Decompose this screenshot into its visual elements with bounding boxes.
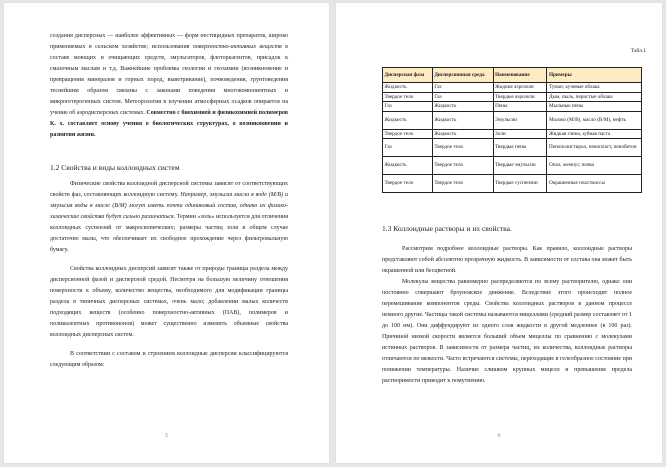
table-cell: Твердое тело: [432, 175, 493, 193]
table-cell: Пенополистирол, пенопласт, пенобетон: [547, 139, 642, 157]
table-cell: Твердое тело: [383, 175, 433, 193]
page-number: 5: [165, 433, 168, 439]
table-row: [383, 83, 642, 93]
paragraph-text: Физические свойства коллоидной дисперсной системы зависят от соответствующих свойств фаз, составляющих коллоидную систему.: [50, 181, 288, 198]
table-cell: Жидкость: [432, 102, 493, 112]
table-cell: Твердые аэрозоли: [493, 92, 547, 102]
paragraph-text: в составе моющих и очищающих средств, эмульгаторов, флотореагентов, присадок к смазочным маслам и т.д. Важнейшие проблемы геологии и геохимии (возникновение и превращения минералов и горных пород, выветривание), почвоведения, грунтоведения теснейшим образом связаны с законами поведения многокомпонентных и микрогетерогенных систем. Метеорология в изучении атмосферных осадков опирается на учение об аэродисперсных системах.: [50, 44, 288, 116]
table-cell: Пены: [493, 102, 547, 112]
table-cell: Твердые эмульсии: [493, 157, 547, 175]
table-cell: Жидкость: [383, 83, 433, 93]
table-cell: Жидкость: [432, 129, 493, 139]
colloid-classification-table: [382, 67, 642, 193]
table-cell: Газ: [383, 139, 433, 157]
table-cell: Мыльные пены: [547, 102, 642, 112]
paragraph-italic-text: Например, эмульсия масла в воде (М/В) и эмульсия воды в масле (В/М) могут иметь почти одинаковый состав, однако их физико-химические свойства будут сильно различаться.: [50, 192, 288, 220]
table-header-row: [383, 68, 642, 83]
table-cell: Жидкость: [383, 157, 433, 175]
page-number: 6: [497, 433, 501, 439]
paragraph-interface-properties: Свойства коллоидных дисперсий зависят также от природы границы раздела между дисперсионной фазой и дисперсной средой. Несмотря на большую величину отношения поверхности к объему, количество вещества, необходимого для модификации границы раздела в типичных дисперсных системах, очень мало; добавлении малых количеств подходящих веществ (особенно поверхностно-активных (ПАВ), полимеров и поливалентных противоионов) может существенно изменить объемные свойства коллоидных дисперсных систем.: [50, 266, 288, 338]
table-cell: Туман, кучевые облака: [547, 83, 642, 93]
table-cell: Твердые пены: [493, 139, 547, 157]
table-row: [383, 92, 642, 102]
header-dispersion-medium: Дисперсионная среда: [432, 68, 493, 83]
table-cell: Твердое тело: [383, 92, 433, 102]
paragraph-italic-text: поверхностно-активных веществ: [192, 44, 282, 50]
paragraph-classification-intro: В соответствии с составом и строением коллоидные дисперсии классифицируются следующим образом:: [50, 351, 288, 368]
paragraph-physical-properties: [50, 179, 288, 256]
table-cell: Окрашенные пластмассы: [547, 175, 642, 193]
table-cell: Газ: [432, 92, 493, 102]
table-cell: Твердое тело: [432, 139, 493, 157]
table-row: [383, 175, 642, 193]
page-5-body: [50, 31, 288, 371]
table-row: [383, 157, 642, 175]
paragraph-colloid-solutions: Рассмотрим подробнее коллоидные растворы. Как правило, коллоидные растворы представляют собой абсолютно прозрачную жидкость. В зависимости от состава она может быть окрашенной или бесцветной.: [382, 246, 632, 274]
table-cell: Эмульсии: [493, 111, 547, 129]
table-cell: Жидкость: [383, 111, 433, 129]
header-examples: Примеры: [547, 68, 642, 83]
table-cell: Жидкие аэрозоли: [493, 83, 547, 93]
table-cell: Твердое тело: [432, 157, 493, 175]
paragraph-bold-text: Совместно с биохимией и физикохимией полимеров К. х. составляет основу учения о биологических структурах, о возникновении и развитии жизни.: [50, 110, 288, 138]
table-cell: Твердое тело: [383, 129, 433, 139]
table-cell: Золи: [493, 129, 547, 139]
table-row: [383, 102, 642, 112]
paragraph-text: создания дисперсных — наиболее эффективных — форм пестицидных препаратов, широко применяемых в сельском хозяйстве; использования: [50, 33, 288, 50]
page-6-body: [382, 224, 632, 387]
paragraph-text: Термин «золь» используется для отличения коллоидных суспензий от макроскопических; размеры частиц золя в общем случае достаточно малы, что обеспечивает их свободное прохождение через фильтровальную бумагу.: [50, 214, 289, 253]
table-cell: Газ: [383, 102, 433, 112]
table-cell: Твердые суспензии: [493, 175, 547, 193]
paragraph-molecules: Молекулы вещества равномерно распределяются по всему растворителю, однако они постоянно совершают броуновское движение. Вследствие этого происходит полное перемешивание компонентов среды. Свойства коллоидных растворов в данном процессе немного другие. Частицы такой системы называются мицеллами (средний размер составляет от 1 до 100 нм). Они диффундируют из одного слоя жидкости в другой медленнее (в 100 раз). Причиной низкой скорости является больший объем мицеллы по сравнению с молекулами истинных растворов. В зависимости от размера частиц, их количества, коллоидные растворы отличаются по вязкости. Часто встречаются системы, переходящие в гелеобразное состояние при понижении температуры. Наличие слишком крупных мицелл и превышение предела растворимости приводит к помутнению.: [382, 279, 632, 384]
table-cell: Жидкость: [432, 111, 493, 129]
section-heading-1-3: 1.3 Коллоидные растворы и их свойства.: [382, 224, 512, 233]
table-cell: Газ: [432, 83, 493, 93]
section-heading-1-2: 1.2 Свойства и виды коллоидных систем: [50, 163, 180, 172]
table-row: [383, 111, 642, 129]
table-caption: Табл.1: [630, 48, 646, 54]
table-cell: Опал, жемчуг, почва: [547, 157, 642, 175]
table-cell: Жидкая глина, зубная паста: [547, 129, 642, 139]
table-cell: Дым, пыль, перистые облака: [547, 92, 642, 102]
paragraph-applications: [50, 31, 288, 141]
document-page-5: [4, 3, 329, 463]
header-dispersed-phase: Дисперсная фаза: [383, 68, 433, 83]
table-row: [383, 139, 642, 157]
header-name: Наименование: [493, 68, 547, 83]
table-cell: Молоко (М/В), масло (В/М), нефть: [547, 111, 642, 129]
document-page-6: [336, 3, 662, 463]
table-row: [383, 129, 642, 139]
